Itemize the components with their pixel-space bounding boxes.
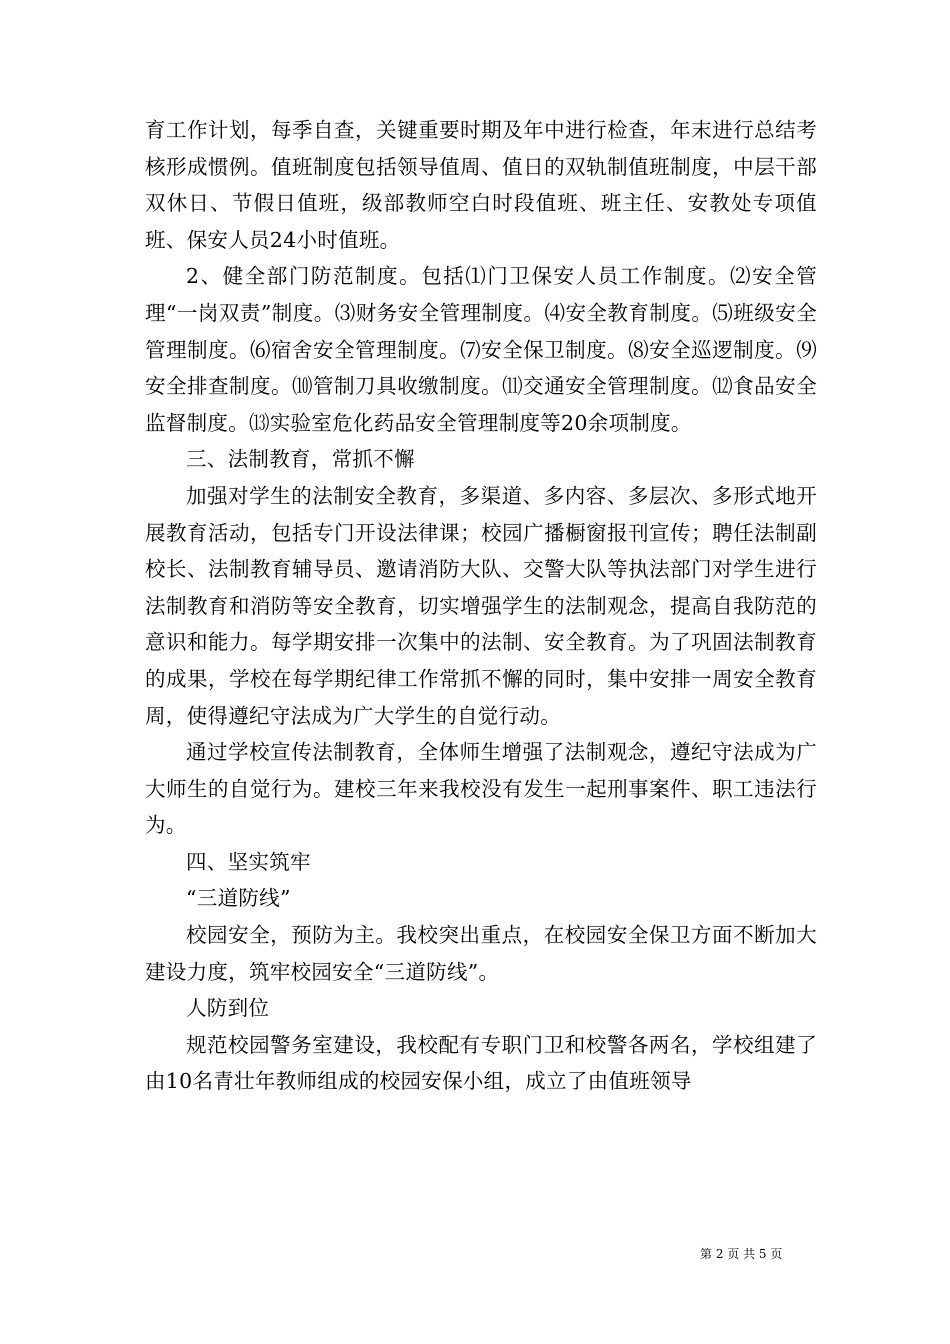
- page-number: 第 2 页 共 5 页: [700, 1247, 783, 1261]
- paragraph-8: 校园安全，预防为主。我校突出重点，在校园安全保卫方面不断加大建设力度，筑牢校园安全“三道防线”。: [145, 923, 817, 984]
- section-heading-3: 三、法制教育，常抓不懈: [186, 447, 415, 472]
- paragraph-2: 2、健全部门防范制度。包括⑴门卫保安人员工作制度。⑵安全管理“一岗双责”制度。⑶财务安全管理制度。⑷安全教育制度。⑸班级安全管理制度。⑹宿舍安全管理制度。⑺安全保卫制度。⑻安全巡逻制度。⑼安全排查制度。⑽管制刀具收缴制度。⑾交通安全管理制度。⑿食品安全监督制度。⒀实验室危化药品安全管理制度等20余项制度。: [145, 264, 817, 435]
- paragraph-4: 加强对学生的法制安全教育，多渠道、多内容、多层次、多形式地开展教育活动，包括专门开设法律课；校园广播橱窗报刊宣传；聘任法制副校长、法制教育辅导员、邀请消防大队、交警大队等执法部门对学生进行法制教育和消防等安全教育，切实增强学生的法制观念，提高自我防范的意识和能力。每学期安排一次集中的法制、安全教育。为了巩固法制教育的成果，学校在每学期纪律工作常抓不懈的同时，集中安排一周安全教育周，使得遵纪守法成为广大学生的自觉行动。: [145, 483, 817, 728]
- document-body: [145, 112, 817, 1100]
- section-heading-4-cont: “三道防线”: [186, 886, 291, 911]
- paragraph-1: 育工作计划，每季自查，关键重要时期及年中进行检查，年末进行总结考核形成惯例。值班制度包括领导值周、值日的双轨制值班制度，中层干部双休日、节假日值班，级部教师空白时段值班、班主任、安教处专项值班、保安人员24小时值班。: [145, 118, 817, 252]
- subheading-people-defense: 人防到位: [186, 996, 270, 1021]
- paragraph-10: 规范校园警务室建设，我校配有专职门卫和校警各两名，学校组建了由10名青壮年教师组成的校园安保小组，成立了由值班领导: [145, 1032, 817, 1094]
- paragraph-5: 通过学校宣传法制教育，全体师生增强了法制观念，遵纪守法成为广大师生的自觉行为。建校三年来我校没有发生一起刑事案件、职工违法行为。: [145, 740, 817, 838]
- section-heading-4: 四、坚实筑牢: [186, 849, 311, 874]
